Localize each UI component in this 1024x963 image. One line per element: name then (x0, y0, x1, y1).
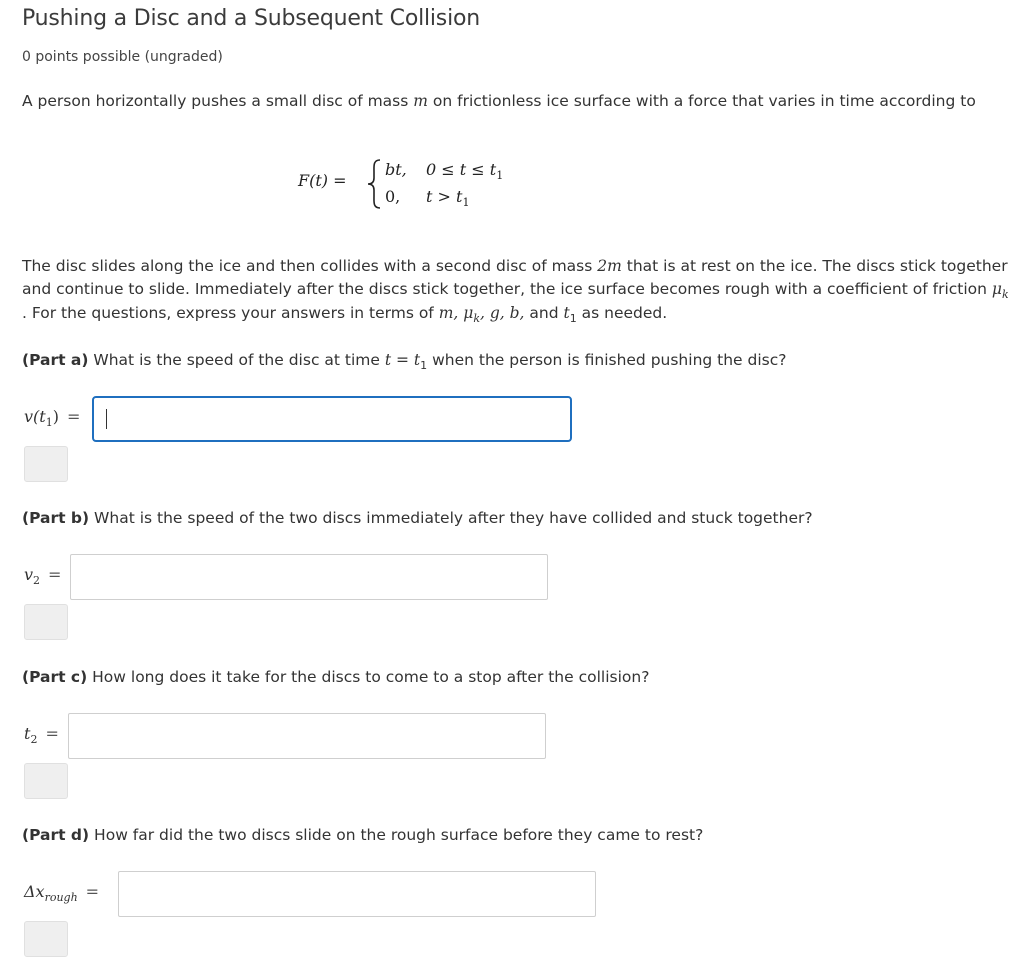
intro-text-a: A person horizontally pushes a small disc of mass (22, 92, 414, 110)
part-d-var: Δx (24, 882, 45, 901)
desc-3a: . For the questions, express your answers in terms of (22, 304, 439, 322)
part-b-submit-button[interactable] (24, 604, 68, 640)
part-d-submit-button[interactable] (24, 921, 68, 957)
page-title: Pushing a Disc and a Subsequent Collision (22, 6, 480, 31)
desc-1b: that is at rest on the ice. The discs stick together (621, 257, 1008, 275)
part-a-var-label (24, 407, 80, 429)
part-a-submit-button[interactable] (24, 446, 68, 482)
part-c-var: t (24, 724, 31, 743)
part-b-equals: = (48, 565, 62, 584)
part-d-question (22, 823, 703, 847)
case1-cond-text: 0 ≤ t ≤ t (426, 160, 497, 179)
part-c-label: (Part c) (22, 668, 88, 686)
part-d-label: (Part d) (22, 826, 90, 844)
part-a-q2: when the person is finished pushing the disc? (427, 351, 787, 369)
equation-lhs-text: F(t) = (298, 171, 347, 190)
desc-vars: m, μ (438, 304, 474, 322)
part-c-answer-input[interactable] (68, 713, 546, 759)
case1-sub: 1 (496, 169, 504, 183)
part-b-var-label (24, 565, 61, 587)
desc-and: and (524, 304, 564, 322)
text-caret (106, 409, 107, 429)
part-b-answer-input[interactable] (70, 554, 548, 600)
part-d-q: How far did the two discs slide on the rough surface before they came to rest? (89, 826, 704, 844)
case2-sub: 1 (462, 196, 470, 210)
part-c-submit-button[interactable] (24, 763, 68, 799)
desc-mass-2m: 2m (597, 257, 622, 275)
part-a-q1: What is the speed of the disc at time (88, 351, 385, 369)
brace-icon (366, 158, 382, 210)
case1-expr (385, 160, 407, 179)
part-d-var-sub: rough (44, 891, 78, 905)
part-a-eq: t = t (384, 351, 421, 369)
part-c-equals: = (45, 724, 59, 743)
case2-expr-text: 0, (385, 187, 401, 206)
desc-t1: t (563, 304, 570, 322)
part-a-answer-input[interactable] (92, 396, 572, 442)
part-b-question (22, 506, 813, 530)
equation-lhs (298, 171, 347, 190)
part-a-equals: = (66, 407, 81, 426)
part-a-eq-sub: 1 (420, 359, 428, 373)
intro-text (22, 89, 976, 113)
part-b-var-sub: 2 (33, 574, 41, 588)
part-a-var: v(t (24, 407, 46, 426)
part-c-var-label (24, 724, 59, 746)
case2-expr (385, 187, 400, 206)
part-a-question (22, 348, 787, 378)
part-c-var-sub: 2 (30, 733, 38, 747)
desc-2: and continue to slide. Immediately after the discs stick together, the ice surface becomes rough with a coefficient of friction (22, 280, 992, 298)
part-d-var-label (24, 882, 99, 904)
part-a-var-close: ) (52, 407, 59, 426)
intro-mass: m (413, 92, 428, 110)
desc-vars-sub: k (473, 312, 480, 326)
part-a-label: (Part a) (22, 351, 89, 369)
desc-mu: μ (991, 280, 1002, 298)
part-c-question (22, 665, 649, 689)
part-b-label: (Part b) (22, 509, 90, 527)
description-line-1 (22, 254, 1008, 278)
desc-3b: as needed. (576, 304, 668, 322)
part-d-answer-input[interactable] (118, 871, 596, 917)
intro-text-b: on frictionless ice surface with a force that varies in time according to (427, 92, 976, 110)
desc-vars2: , g, b, (480, 304, 525, 322)
desc-mu-sub: k (1001, 288, 1009, 302)
case1-expr-text: bt, (385, 160, 407, 179)
case2-cond-text: t > t (426, 187, 463, 206)
part-c-q: How long does it take for the discs to come to a stop after the collision? (87, 668, 650, 686)
desc-t1-sub: 1 (569, 312, 577, 326)
part-b-q: What is the speed of the two discs immediately after they have collided and stuck together? (89, 509, 813, 527)
part-a-var-sub: 1 (45, 416, 53, 430)
part-b-var: v (24, 565, 34, 584)
points-label: 0 points possible (ungraded) (22, 49, 223, 65)
case2-cond (426, 187, 469, 209)
part-d-equals: = (85, 882, 100, 901)
desc-1a: The disc slides along the ice and then collides with a second disc of mass (22, 257, 598, 275)
description-line-3 (22, 301, 667, 331)
case1-cond (426, 160, 503, 182)
